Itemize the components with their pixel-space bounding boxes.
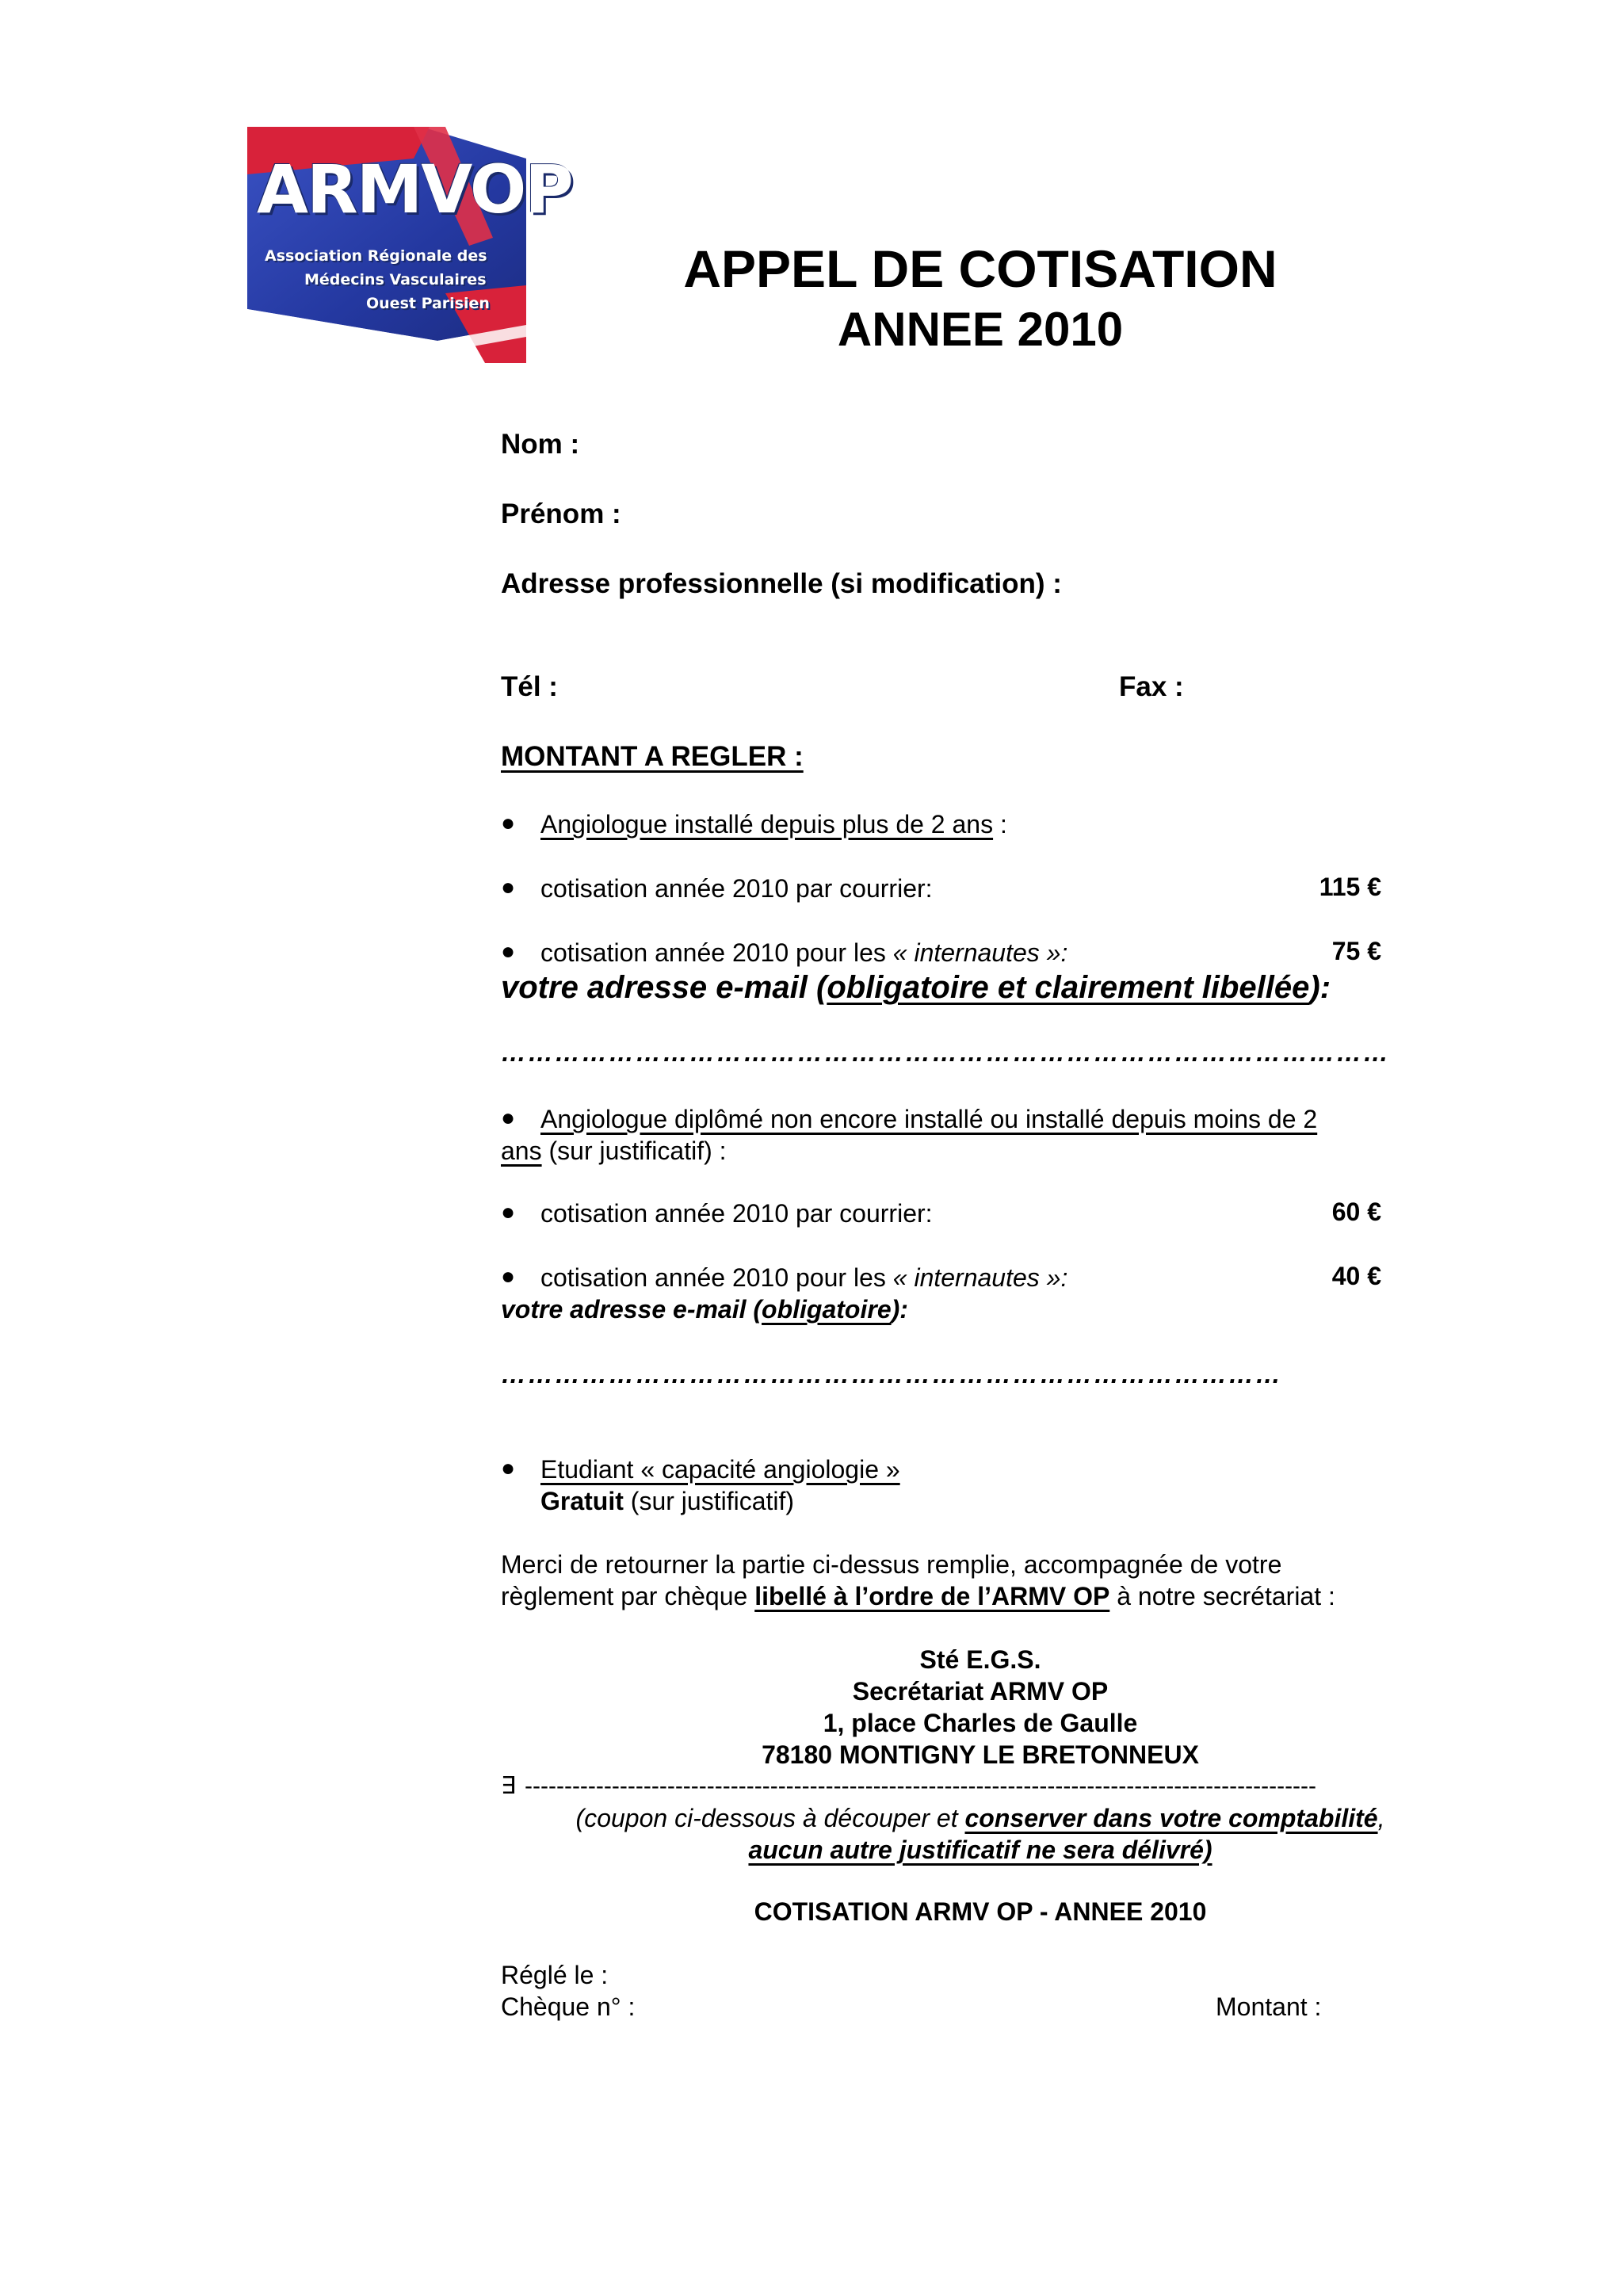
armvop-logo bbox=[247, 127, 572, 363]
merci-line2: règlement par chèque libellé à l’ordre de l’ARMV OP à notre secrétariat : bbox=[501, 1582, 1335, 1610]
section1-internautes-amount: 75 € bbox=[1331, 937, 1381, 965]
field-tel-label: Tél : bbox=[501, 671, 558, 702]
section2-heading-line1: Angiologue diplômé non encore installé ou installé depuis moins de 2 bbox=[540, 1105, 1318, 1133]
montant-heading: MONTANT A REGLER : bbox=[501, 741, 804, 772]
field-fax-label: Fax : bbox=[1119, 671, 1184, 702]
address-line2: Secrétariat ARMV OP bbox=[852, 1677, 1109, 1706]
section1-heading: Angiologue installé depuis plus de 2 ans : bbox=[540, 810, 1007, 839]
section1-courrier-label: cotisation année 2010 par courrier: bbox=[540, 874, 933, 903]
logo-line2: Médecins Vasculaires bbox=[304, 271, 487, 288]
section3-gratuit: Gratuit (sur justificatif) bbox=[540, 1487, 795, 1515]
address-line1: Sté E.G.S. bbox=[919, 1645, 1041, 1674]
coupon-regle-label: Réglé le : bbox=[501, 1961, 609, 1989]
bullet-dot: ● bbox=[501, 1105, 516, 1131]
bullet-dot: ● bbox=[501, 1199, 516, 1225]
scissors-icon: ∃ bbox=[501, 1773, 516, 1799]
coupon-cheque-label: Chèque n° : bbox=[501, 1992, 636, 2021]
logo-line3: Ouest Parisien bbox=[366, 295, 490, 312]
section3-heading: Etudiant « capacité angiologie » bbox=[540, 1455, 900, 1484]
section2-heading-line2: ans (sur justificatif) : bbox=[501, 1137, 727, 1165]
section2-email-label: votre adresse e-mail (obligatoire): bbox=[501, 1295, 908, 1324]
address-line4: 78180 MONTIGNY LE BRETONNEUX bbox=[762, 1740, 1199, 1769]
merci-line1: Merci de retourner la partie ci-dessus remplie, accompagnée de votre bbox=[501, 1550, 1282, 1579]
coupon-title: COTISATION ARMV OP - ANNEE 2010 bbox=[754, 1897, 1207, 1926]
field-prenom-label: Prénom : bbox=[501, 499, 621, 529]
coupon-note-line2: aucun autre justificatif ne sera délivré) bbox=[748, 1836, 1212, 1864]
field-adresse-label: Adresse professionnelle (si modification) : bbox=[501, 568, 1062, 599]
page-title: APPEL DE COTISATION bbox=[683, 239, 1277, 298]
section2-internautes-label: cotisation année 2010 pour les « internautes »: bbox=[540, 1263, 1068, 1292]
field-nom-label: Nom : bbox=[501, 429, 580, 460]
section2-courrier-amount: 60 € bbox=[1331, 1198, 1381, 1226]
section1-email-label: votre adresse e-mail (obligatoire et clairement libellée): bbox=[501, 970, 1331, 1005]
bullet-dot: ● bbox=[501, 874, 516, 900]
section2-email-dots: …………………………………………………………………………… bbox=[501, 1360, 1282, 1389]
logo-line1: Association Régionale des bbox=[265, 247, 487, 265]
bullet-dot: ● bbox=[501, 810, 516, 836]
section1-courrier-amount: 115 € bbox=[1319, 873, 1381, 901]
coupon-cut-line: ---------------------------------------------------------------------------------------------------- bbox=[525, 1773, 1317, 1799]
section2-internautes-amount: 40 € bbox=[1331, 1262, 1381, 1290]
bullet-dot: ● bbox=[501, 1455, 516, 1481]
section2-courrier-label: cotisation année 2010 par courrier: bbox=[540, 1199, 933, 1228]
coupon-montant-label: Montant : bbox=[1216, 1992, 1322, 2021]
coupon-note-line1: (coupon ci-dessous à découper et conserver dans votre comptabilité, bbox=[575, 1804, 1385, 1832]
bullet-dot: ● bbox=[501, 938, 516, 965]
page-subtitle: ANNEE 2010 bbox=[837, 303, 1124, 356]
logo-name: ARMVOP bbox=[257, 151, 572, 228]
address-line3: 1, place Charles de Gaulle bbox=[823, 1709, 1138, 1737]
section1-email-dots: ……………………………………………………………………………………… bbox=[501, 1038, 1390, 1067]
section1-internautes-label: cotisation année 2010 pour les « internautes »: bbox=[540, 938, 1068, 967]
bullet-dot: ● bbox=[501, 1263, 516, 1289]
